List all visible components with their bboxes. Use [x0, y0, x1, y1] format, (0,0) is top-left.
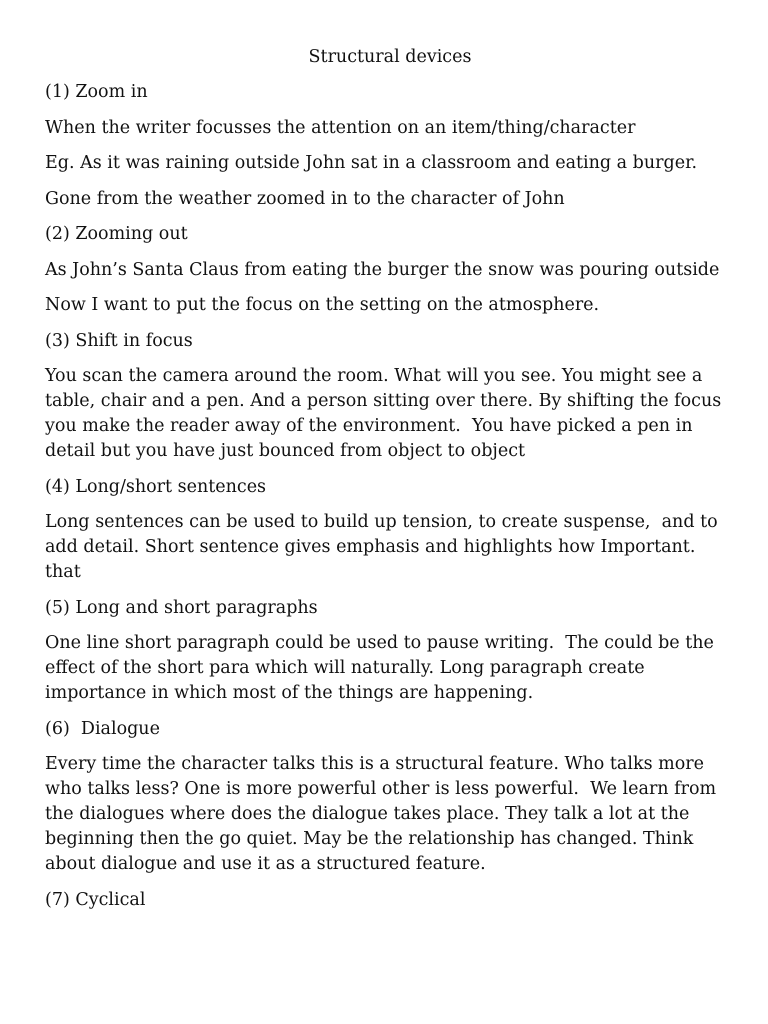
- document-title: Structural devices: [308, 47, 472, 67]
- text-line: Now I want to put the focus on the setting on the atmosphere.: [45, 295, 600, 315]
- paragraph: [45, 293, 735, 318]
- text-line: that: [45, 562, 81, 582]
- section-heading: [45, 329, 735, 354]
- paragraph: [45, 151, 735, 176]
- text-line: Every time the character talks this is a structural feature. Who talks more: [45, 754, 704, 774]
- text-line: you make the reader away of the environment. You have picked a pen in: [45, 416, 693, 436]
- section-heading: [45, 475, 735, 500]
- text-line: (5) Long and short paragraphs: [45, 597, 318, 618]
- section-heading: [45, 222, 735, 247]
- text-line: As John’s Santa Claus from eating the burger the snow was pouring outside: [45, 259, 720, 280]
- text-line: add detail. Short sentence gives emphasis and highlights how Important.: [45, 537, 696, 557]
- text-line: You scan the camera around the room. What will you see. You might see a: [45, 366, 703, 386]
- paragraph: [45, 510, 735, 585]
- text-line: (1) Zoom in: [45, 82, 148, 102]
- text-line: (3) Shift in focus: [45, 330, 193, 351]
- paragraph: [45, 752, 735, 877]
- section-heading: [45, 888, 735, 913]
- text-line: detail but you have just bounced from object to object: [45, 441, 526, 461]
- document-page: [45, 45, 735, 923]
- paragraph: [45, 631, 735, 706]
- text-line: about dialogue and use it as a structured feature.: [45, 854, 486, 874]
- paragraph: [45, 187, 735, 212]
- text-line: effect of the short para which will naturally. Long paragraph create: [45, 658, 645, 678]
- section-heading: [45, 80, 735, 105]
- text-line: Eg. As it was raining outside John sat in a classroom and eating a burger.: [45, 153, 698, 173]
- text-line: (4) Long/short sentences: [45, 476, 267, 497]
- text-line: Gone from the weather zoomed in to the character of John: [45, 188, 565, 209]
- text-line: (6) Dialogue: [45, 718, 160, 739]
- paragraph: [45, 116, 735, 141]
- text-line: beginning then the go quiet. May be the relationship has changed. Think: [45, 829, 694, 849]
- text-line: table, chair and a pen. And a person sitting over there. By shifting the focus: [45, 391, 722, 411]
- text-line: who talks less? One is more powerful other is less powerful. We learn from: [45, 779, 717, 799]
- text-line: (2) Zooming out: [45, 224, 188, 244]
- paragraph: [45, 258, 735, 283]
- text-line: the dialogues where does the dialogue takes place. They talk a lot at the: [45, 804, 690, 824]
- section-heading: [45, 717, 735, 742]
- text-line: When the writer focusses the attention on an item/thing/character: [45, 117, 636, 138]
- text-line: importance in which most of the things are happening.: [45, 683, 534, 703]
- text-line: Long sentences can be used to build up tension, to create suspense, and to: [45, 512, 718, 532]
- document-body: [45, 80, 735, 913]
- section-heading: [45, 596, 735, 621]
- text-line: (7) Cyclical: [45, 889, 146, 910]
- text-line: One line short paragraph could be used to pause writing. The could be the: [45, 633, 714, 653]
- paragraph: [45, 364, 735, 464]
